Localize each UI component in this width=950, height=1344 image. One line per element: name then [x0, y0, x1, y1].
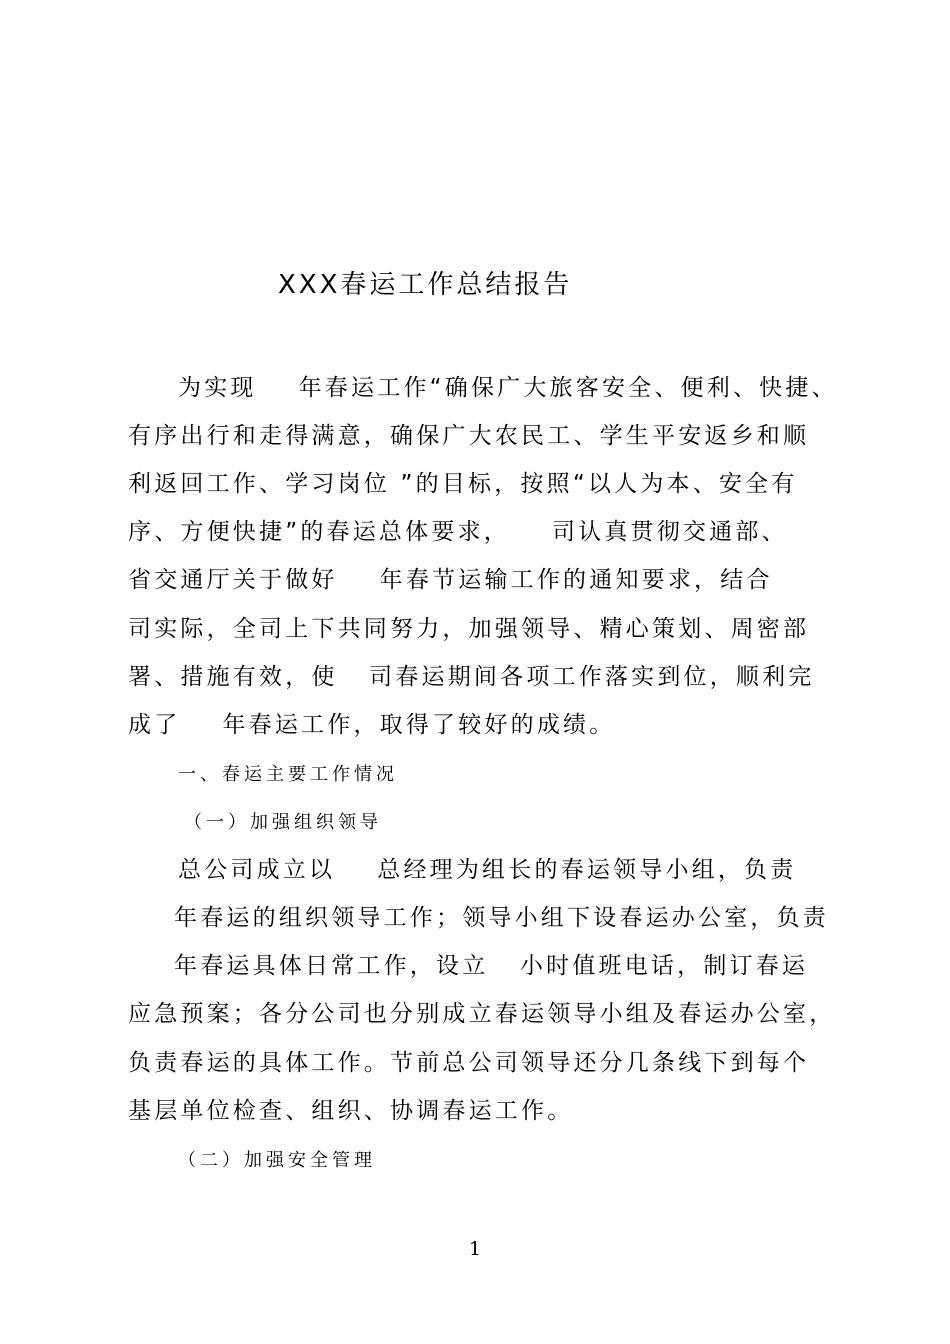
paragraph-line: 基层单位检查、组织、协调春运工作。: [128, 1098, 574, 1124]
paragraph-line: 署、措施有效，使 司春运期间各项工作落实到位，顺利完: [128, 664, 815, 690]
document-title: XXX春运工作总结报告: [278, 270, 573, 300]
paragraph-line: 省交通厅关于做好 年春节运输工作的通知要求，结合: [128, 567, 773, 593]
page-number: 1: [469, 1238, 482, 1260]
paragraph-line: 总公司成立以 总经理为组长的春运领导小组，负责: [178, 857, 797, 883]
paragraph-line: 利返回工作、学习岗位 ”的目标，按照“以人为本、安全有: [128, 471, 798, 497]
paragraph-line: 为实现 年春运工作“确保广大旅客安全、便利、快捷、: [178, 375, 838, 401]
section-heading: 一、春运主要工作情况: [178, 764, 398, 785]
paragraph-line: 有序出行和走得满意，确保广大农民工、学生平安返乡和顺: [128, 423, 810, 449]
subsection-heading: （二）加强安全管理: [178, 1150, 376, 1171]
paragraph-line: 成了 年春运工作，取得了较好的成绩。: [128, 712, 616, 738]
paragraph-line: 应急预案；各分公司也分别成立春运领导小组及春运办公室，: [128, 1001, 836, 1027]
paragraph-line: 司实际，全司上下共同努力，加强领导、精心策划、周密部: [128, 616, 810, 642]
paragraph-line: 年春运的组织领导工作；领导小组下设春运办公室，负责: [174, 905, 829, 931]
subsection-heading: （一）加强组织领导: [184, 812, 382, 833]
paragraph-line: 年春运具体日常工作，设立 小时值班电话，制订春运: [174, 953, 809, 979]
paragraph-line: 负责春运的具体工作。节前总公司领导还分几条线下到每个: [128, 1050, 810, 1076]
paragraph-line: 序、方便快捷”的春运总体要求， 司认真贯彻交通部、: [128, 519, 788, 545]
